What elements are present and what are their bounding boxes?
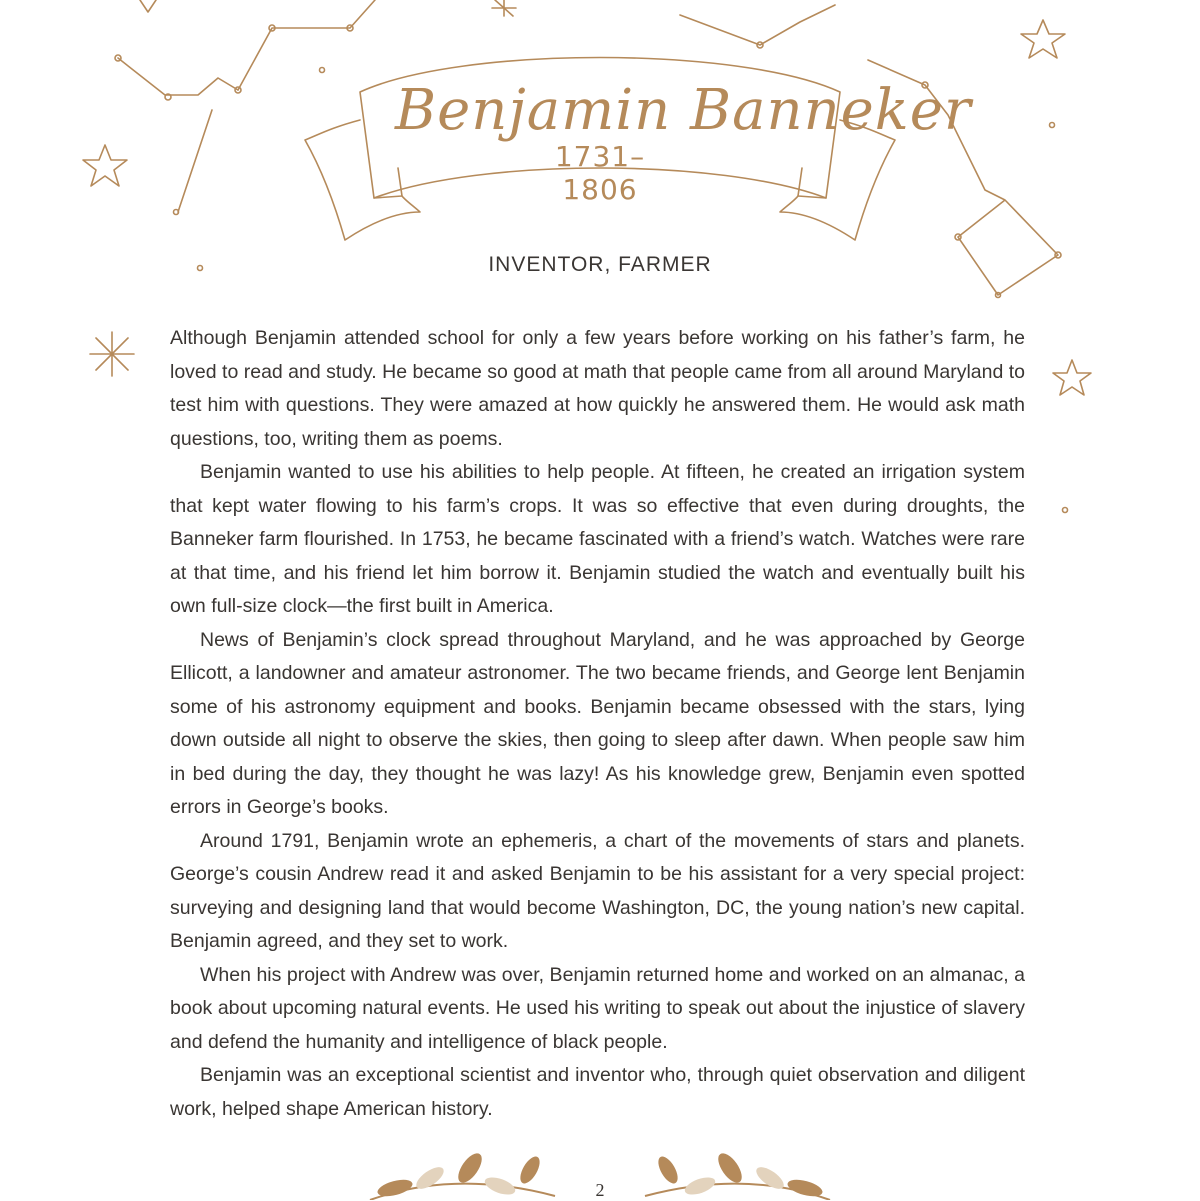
paragraph: Benjamin was an exceptional scientist and inventor who, through quiet observation and diligent work, helped shape American history.: [170, 1064, 1025, 1120]
laurel-ornament-right: [645, 1149, 830, 1200]
sparkle-icon: [492, 0, 516, 16]
constellation-top-left: [115, 0, 375, 215]
paragraph: When his project with Andrew was over, Benjamin returned home and worked on an almanac, a book about upcoming natural events. He used his writing to speak out about the injustice of slavery and defend the humanity and intelligence of black people.: [170, 963, 1025, 1053]
paragraph: Although Benjamin attended school for only a few years before working on his father’s farm, he loved to read and study. He became so good at math that people came from all around Maryland to test him with questions. They were amazed at how quickly he answered them. He would ask math questions, too, writing them as poems.: [170, 327, 1025, 450]
page-title: Benjamin Banneker: [395, 78, 972, 143]
sparkle-icon: [90, 332, 134, 376]
star-icon: [83, 145, 127, 186]
body-text: [170, 322, 1025, 1126]
paragraph: Benjamin wanted to use his abilities to help people. At fifteen, he created an irrigation system that kept water flowing to his farm’s crops. It was so effective that even during droughts, the Banneker farm flourished. In 1753, he became fascinated with a friend’s watch. Watches were rare at that time, and his friend let him borrow it. Benjamin studied the watch and eventually built his own full-size clock—the first built in America.: [170, 461, 1025, 617]
paragraph: News of Benjamin’s clock spread throughout Maryland, and he was approached by George Ellicott, a landowner and amateur astronomer. The two became friends, and George lent Benjamin some of his astronomy equipment and books. Benjamin became obsessed with the stars, lying down outside all night to observe the skies, then going to sleep after dawn. When people saw him in bed during the day, they thought he was lazy! As his knowledge grew, Benjamin even spotted errors in George’s books.: [170, 628, 1025, 818]
star-icon: [1053, 360, 1091, 395]
paragraph: Around 1791, Benjamin wrote an ephemeris, a chart of the movements of stars and planets. George’s cousin Andrew read it and asked Benjamin to be his assistant for a very special project: surveying and designing land that would become Washington, DC, the young nation’s new capital. Benjamin agreed, and they set to work.: [170, 829, 1025, 952]
page-subtitle: INVENTOR, FARMER: [488, 253, 712, 276]
laurel-ornament-left: [370, 1149, 555, 1200]
life-years: 1731–1806: [554, 140, 646, 206]
star-icon: [1021, 20, 1065, 58]
star-icon: [140, 0, 156, 12]
page-number: 2: [595, 1180, 605, 1200]
